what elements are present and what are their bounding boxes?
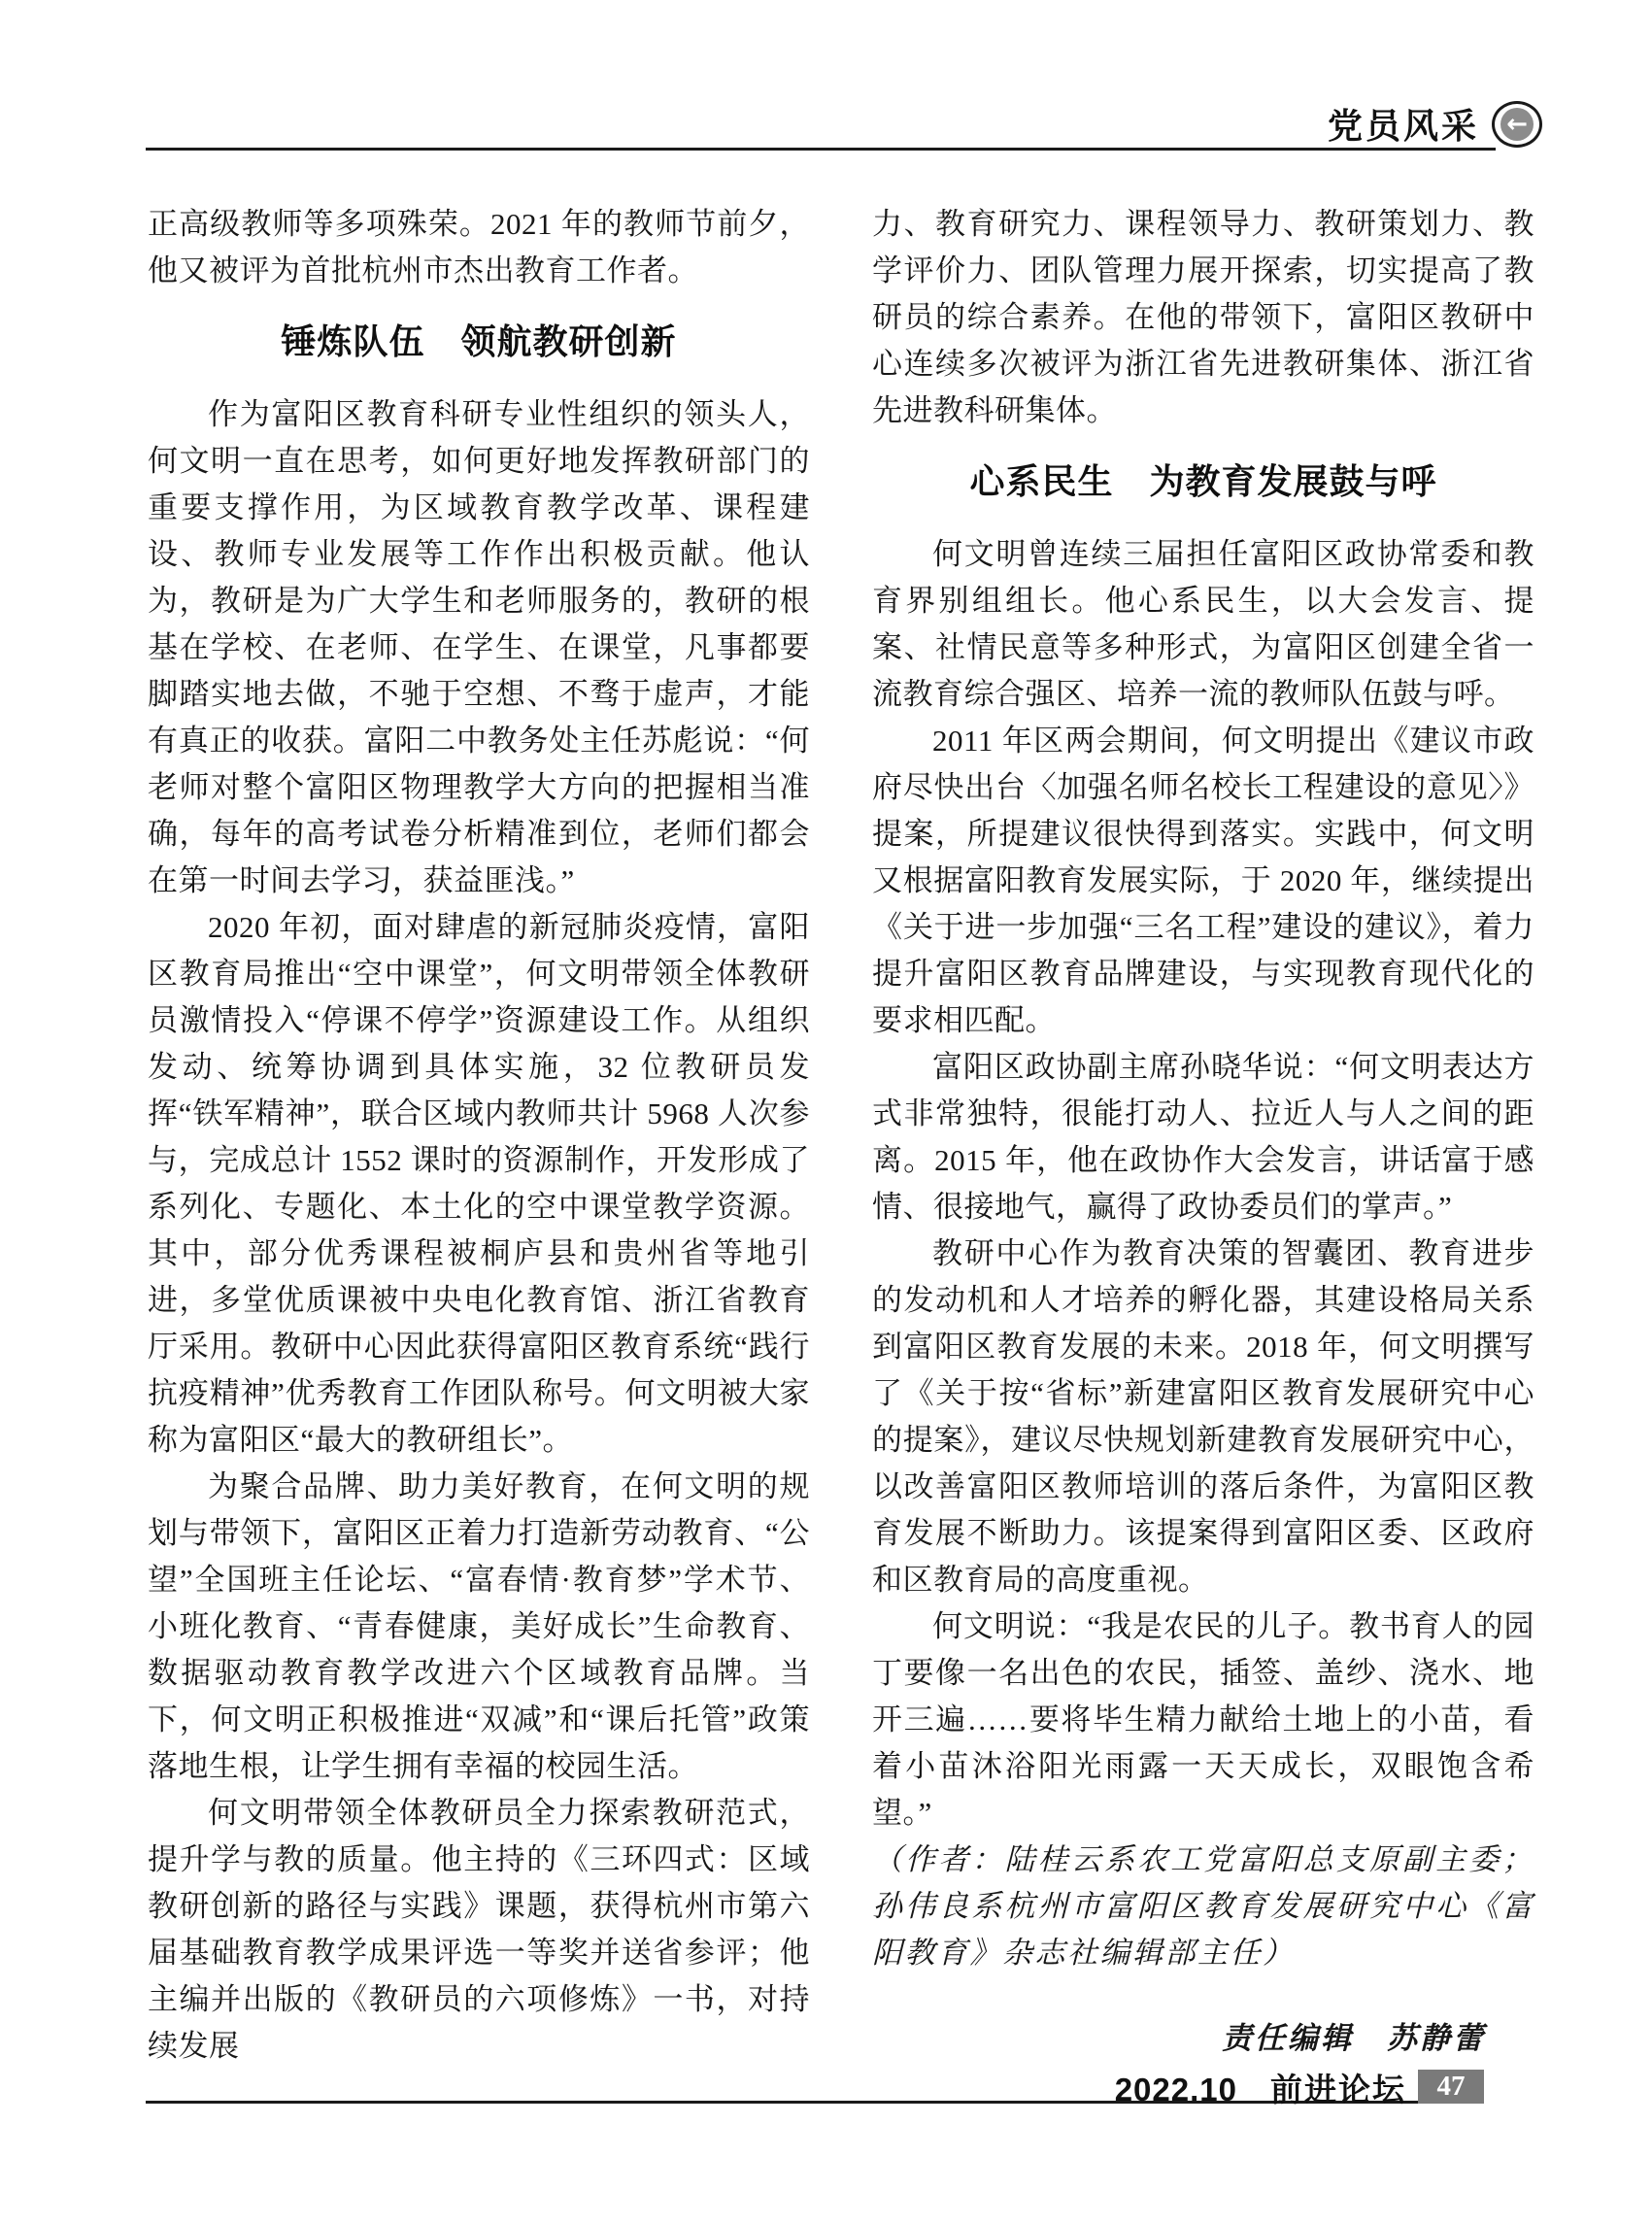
- body-paragraph: 教研中心作为教育决策的智囊团、教育进步的发动机和人才培养的孵化器，其建设格局关系到富阳区教育发展的未来。2018 年，何文明撰写了《关于按“省标”新建富阳区教育发展研究中心的提案》，建议尽快规划新建教育发展研究中心，以改善富阳区教师培训的落后条件，为富阳区教育发展不断助力。该提案得到富阳区委、区政府和区教育局的高度重视。: [872, 1236, 1534, 1597]
- subheading-peoples-livelihood: 心系民生 为教育发展鼓与呼: [969, 461, 1437, 501]
- subheading-team-building: 锤炼队伍 领航教研创新: [281, 321, 677, 361]
- right-column: [872, 201, 1534, 2062]
- arrow-left-circle-icon: [1492, 101, 1542, 148]
- footer-meta: [1115, 2065, 1406, 2110]
- body-paragraph: 何文明曾连续三届担任富阳区政协常委和教育界别组组长。他心系民生，以大会发言、提案、社情民意等多种形式，为富阳区创建全省一流教育综合强区、培养一流的教师队伍鼓与呼。: [872, 537, 1534, 711]
- body-paragraph: 富阳区政协副主席孙晓华说：“何文明表达方式非常独特，很能打动人、拉近人与人之间的距离。2015 年，他在政协作大会发言，讲话富于感情、很接地气，赢得了政协委员们的掌声。”: [872, 1050, 1534, 1224]
- header-rule: [146, 148, 1496, 151]
- journal-name: 前进论坛: [1270, 2072, 1406, 2107]
- body-paragraph: 2011 年区两会期间，何文明提出《建议市政府尽快出台〈加强名师名校长工程建设的意见〉》提案，所提建议很快得到落实。实践中，何文明又根据富阳教育发展实际，于 2020 年，继续提出《关于进一步加强“三名工程”建设的建议》，着力提升富阳区教育品牌建设，与实现教育现代化的要求相匹配。: [872, 724, 1534, 1037]
- editor-credit: 责任编辑 苏静蕾: [1222, 2021, 1486, 2055]
- author-note: （作者：陆桂云系农工党富阳总支原副主委；孙伟良系杭州市富阳区教育发展研究中心《富阳教育》杂志社编辑部主任）: [872, 1842, 1534, 1970]
- body-paragraph: 正高级教师等多项殊荣。2021 年的教师节前夕，他又被评为首批杭州市杰出教育工作者。: [148, 207, 810, 287]
- body-paragraph: 2020 年初，面对肆虐的新冠肺炎疫情，富阳区教育局推出“空中课堂”，何文明带领全体教研员激情投入“停课不停学”资源建设工作。从组织发动、统筹协调到具体实施，32 位教研员发挥“铁军精神”，联合区域内教师共计 5968 人次参与，完成总计 1552 课时的资源制作，开发形成了系列化、专题化、本土化的空中课堂教学资源。其中，部分优秀课程被桐庐县和贵州省等地引进，多堂优质课被中央电化教育馆、浙江省教育厅采用。教研中心因此获得富阳区教育系统“践行抗疫精神”优秀教育工作团队称号。何文明被大家称为富阳区“最大的教研组长”。: [148, 910, 810, 1457]
- section-title: 党员风采: [1327, 106, 1479, 146]
- body-paragraph: 力、教育研究力、课程领导力、教研策划力、教学评价力、团队管理力展开探索，切实提高了教研员的综合素养。在他的带领下，富阳区教研中心连续多次被评为浙江省先进教研集体、浙江省先进教科研集体。: [872, 207, 1534, 427]
- body-paragraph: 为聚合品牌、助力美好教育，在何文明的规划与带领下，富阳区正着力打造新劳动教育、“公望”全国班主任论坛、“富春情·教育梦”学术节、小班化教育、“青春健康，美好成长”生命教育、数据驱动教育教学改进六个区域教育品牌。当下，何文明正积极推进“双减”和“课后托管”政策落地生根，让学生拥有幸福的校园生活。: [148, 1469, 810, 1783]
- body-paragraph: 何文明说：“我是农民的儿子。教书育人的园丁要像一名出色的农民，插签、盖纱、浇水、地开三遍……要将毕生精力献给土地上的小苗，看着小苗沐浴阳光雨露一天天成长，双眼饱含希望。”: [872, 1609, 1534, 1830]
- issue-date: 2022.10: [1114, 2072, 1237, 2107]
- body-paragraph: 何文明带领全体教研员全力探索教研范式，提升学与教的质量。他主持的《三环四式：区域教研创新的路径与实践》课题，获得杭州市第六届基础教育教学成果评选一等奖并送省参评；他主编并出版的《教研员的六项修炼》一书，对持续发展: [148, 1796, 810, 2063]
- arrow-left-icon: [1500, 108, 1534, 141]
- arrow-left-glyph: ←: [1506, 110, 1528, 139]
- left-column: [148, 201, 810, 2070]
- body-paragraph: 作为富阳区教育科研专业性组织的领头人，何文明一直在思考，如何更好地发挥教研部门的重要支撑作用，为区域教育教学改革、课程建设、教师专业发展等工作作出积极贡献。他认为，教研是为广大学生和老师服务的，教研的根基在学校、在老师、在学生、在课堂，凡事都要脚踏实地去做，不驰于空想、不骛于虚声，才能有真正的收获。富阳二中教务处主任苏彪说：“何老师对整个富阳区物理教学大方向的把握相当准确，每年的高考试卷分析精准到位，老师们都会在第一时间去学习，获益匪浅。”: [148, 397, 810, 897]
- page-number-badge: 47: [1418, 2070, 1484, 2104]
